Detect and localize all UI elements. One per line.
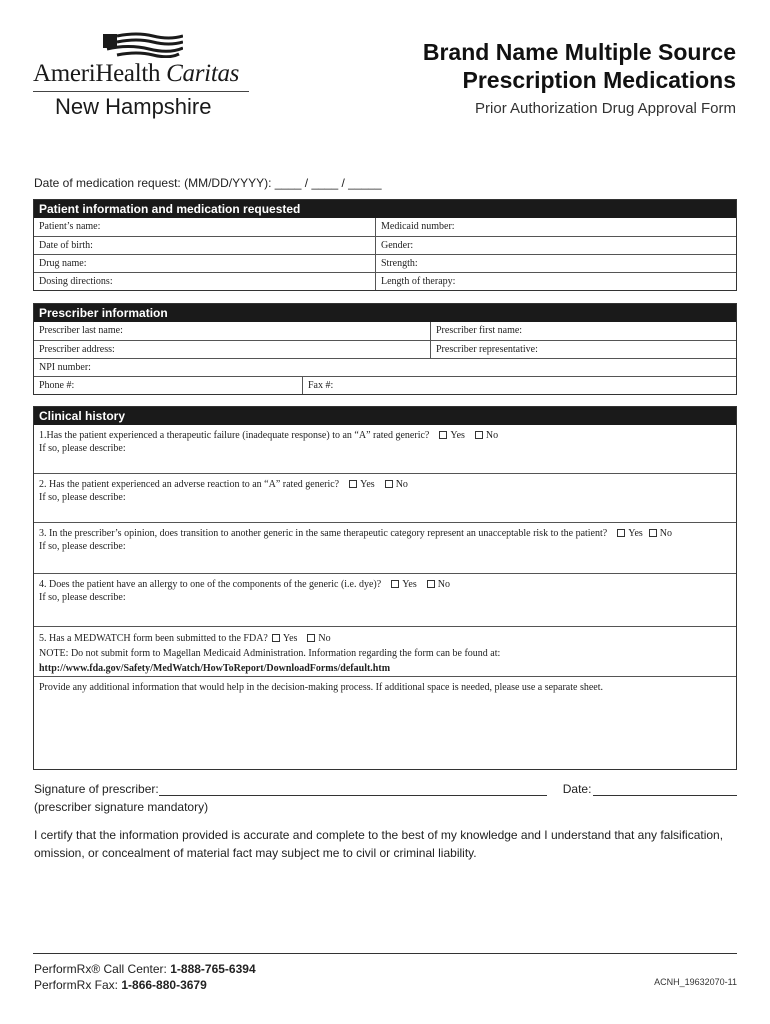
no-checkbox[interactable] [649, 527, 672, 540]
signature-field[interactable] [159, 784, 547, 796]
prescriber-last-name-field[interactable]: Prescriber last name: [39, 325, 123, 336]
brand-state: New Hampshire [55, 94, 212, 119]
fax-number: 1-866-880-3679 [121, 978, 207, 992]
clinical-question-2 [34, 473, 736, 522]
patient-rows [34, 218, 736, 290]
fda-link[interactable]: http://www.fda.gov/Safety/MedWatch/HowToReport/DownloadForms/default.htm [39, 663, 391, 674]
prescriber-rows [34, 322, 736, 394]
checkbox-icon [307, 634, 315, 642]
describe-label: If so, please describe: [39, 592, 126, 603]
no-checkbox[interactable] [307, 631, 330, 646]
checkbox-icon [391, 580, 399, 588]
brand-main: AmeriHealth [33, 60, 161, 87]
checkbox-icon [475, 431, 483, 439]
describe-label: If so, please describe: [39, 443, 126, 454]
yes-checkbox[interactable] [617, 527, 643, 540]
prescriber-row [34, 376, 736, 394]
checkbox-icon [439, 431, 447, 439]
signature-label: Signature of prescriber: [34, 782, 159, 796]
patient-section-heading: Patient information and medication requested [34, 200, 736, 218]
patient-name-field[interactable]: Patient’s name: [39, 221, 101, 232]
title-line-1: Brand Name Multiple Source [422, 39, 736, 65]
footer-divider [33, 953, 737, 954]
footer-contacts [34, 961, 256, 993]
date-of-birth-field[interactable]: Date of birth: [39, 240, 93, 251]
form-title [423, 38, 736, 117]
no-label: No [659, 528, 673, 539]
call-center-label: PerformRx® Call Center: [34, 962, 167, 976]
yes-checkbox[interactable] [391, 578, 417, 591]
checkbox-icon [349, 480, 357, 488]
no-label: No [395, 479, 408, 490]
clinical-questions [34, 425, 736, 770]
prescriber-row [34, 322, 736, 340]
strength-field[interactable]: Strength: [375, 255, 736, 272]
prescriber-row [34, 358, 736, 376]
brand-name [33, 60, 239, 88]
signature-area [34, 782, 738, 814]
question-text: 1.Has the patient experienced a therapeutic failure (inadequate response) to an “A” rated generic? [39, 430, 430, 441]
fax-label: PerformRx Fax: [34, 978, 119, 992]
drug-name-field[interactable]: Drug name: [39, 258, 87, 269]
title-line-2: Prescription Medications [462, 67, 736, 93]
signature-date-field[interactable] [593, 784, 737, 796]
clinical-question-3 [34, 522, 736, 573]
checkbox-icon [617, 529, 625, 537]
brand-caritas: Caritas [166, 60, 240, 87]
additional-info-field[interactable] [34, 676, 736, 770]
question-text: 5. Has a MEDWATCH form been submitted to the FDA? [39, 633, 268, 644]
form-code: ACNH_19632070-11 [654, 977, 737, 987]
patient-row [34, 254, 736, 272]
yes-label: Yes [360, 479, 375, 490]
clinical-section-heading: Clinical history [34, 407, 736, 425]
logo-divider [33, 91, 249, 92]
patient-row [34, 236, 736, 254]
yes-checkbox[interactable] [272, 631, 298, 646]
phone-field[interactable]: Phone #: [39, 380, 75, 391]
patient-row [34, 218, 736, 236]
yes-label: Yes [628, 528, 643, 539]
prescriber-representative-field[interactable]: Prescriber representative: [430, 341, 736, 358]
patient-section [33, 199, 737, 291]
prescriber-row [34, 340, 736, 358]
certification-statement: I certify that the information provided is accurate and complete to the best of my knowledge and I understand that any falsification, omission, or concealment of material fact may subject me to civil or criminal liability. [34, 828, 724, 860]
checkbox-icon [272, 634, 280, 642]
yes-label: Yes [282, 633, 298, 644]
yes-label: Yes [402, 579, 417, 590]
checkbox-icon [427, 580, 435, 588]
no-label: No [318, 633, 331, 644]
date-label: Date: [562, 782, 592, 796]
fax-line [34, 977, 256, 993]
clinical-question-5 [34, 626, 736, 676]
no-checkbox[interactable] [385, 478, 408, 491]
question-text: 2. Has the patient experienced an adverse reaction to an “A” rated generic? [39, 479, 340, 490]
dosing-directions-field[interactable]: Dosing directions: [39, 276, 113, 287]
yes-checkbox[interactable] [349, 478, 375, 491]
fax-field[interactable]: Fax #: [302, 377, 736, 394]
question-text: 4. Does the patient have an allergy to one of the components of the generic (i.e. dye)? [39, 579, 382, 590]
clinical-question-4 [34, 573, 736, 626]
npi-number-field[interactable]: NPI number: [39, 362, 91, 373]
describe-label: If so, please describe: [39, 541, 126, 552]
gender-field[interactable]: Gender: [375, 237, 736, 254]
length-of-therapy-field[interactable]: Length of therapy: [375, 273, 736, 290]
prescriber-first-name-field[interactable]: Prescriber first name: [430, 322, 736, 340]
no-checkbox[interactable] [475, 429, 498, 442]
clinical-section [33, 406, 737, 770]
no-label: No [437, 579, 450, 590]
call-center-number[interactable]: 1-888-765-6394 [170, 962, 256, 976]
additional-info-label: Provide any additional information that would help in the decision-making process. If additional space is needed, please use a separate sheet. [39, 682, 603, 693]
flag-icon [103, 32, 183, 58]
prescriber-address-field[interactable]: Prescriber address: [39, 344, 115, 355]
prescriber-section-heading: Prescriber information [34, 304, 736, 322]
yes-checkbox[interactable] [439, 429, 465, 442]
patient-row [34, 272, 736, 290]
signature-mandatory-note: (prescriber signature mandatory) [34, 800, 209, 814]
clinical-question-1 [34, 425, 736, 473]
medicaid-number-field[interactable]: Medicaid number: [375, 218, 736, 236]
form-subtitle: Prior Authorization Drug Approval Form [475, 100, 736, 117]
no-label: No [485, 430, 499, 441]
call-center-line [34, 961, 256, 977]
date-of-request-field[interactable]: Date of medication request: (MM/DD/YYYY): ____ / ____ / _____ [34, 176, 382, 190]
prescriber-section [33, 303, 737, 395]
checkbox-icon [385, 480, 393, 488]
checkbox-icon [649, 529, 657, 537]
no-checkbox[interactable] [427, 578, 450, 591]
yes-label: Yes [450, 430, 465, 441]
medwatch-note: NOTE: Do not submit form to Magellan Medicaid Administration. Information regarding the form can be found at: [39, 648, 501, 659]
describe-label: If so, please describe: [39, 492, 126, 503]
question-text: 3. In the prescriber’s opinion, does transition to another generic in the same therapeutic category represent an unacceptable risk to the patient? [39, 528, 608, 539]
